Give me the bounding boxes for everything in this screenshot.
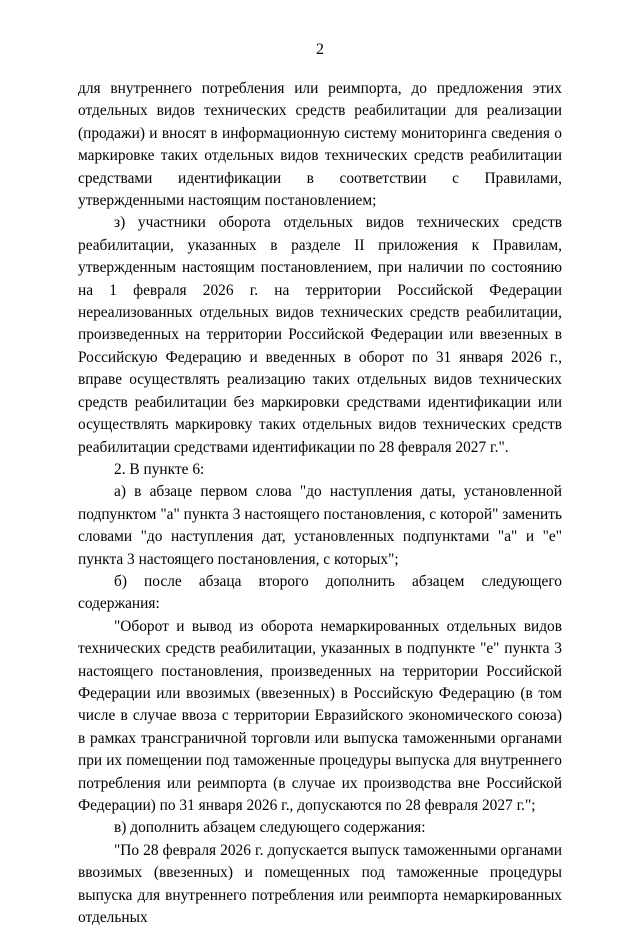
paragraph-quote-customs: "По 28 февраля 2026 г. допускается выпуск таможенными органами ввозимых (ввезенных) и помещенных под таможенные процедуры выпуска для внутреннего потребления или реимпорта немаркированных отдельных — [78, 841, 562, 927]
paragraph-subitem-z: з) участники оборота отдельных видов технических средств реабилитации, указанных в разделе II приложения к Правилам, утвержденным настоящим постановлением, при наличии по состоянию на 1 февраля 2026 г. на территории Российской Федерации нереализованных отдельных видов технических средств реабилитации, произведенных на территории Российской Федерации или ввезенных в Российскую Федерацию и введенных в оборот по 31 января 2026 г., вправе осуществлять реализацию таких отдельных видов технических средств реабилитации без маркировки средствами идентификации или осуществлять маркировку таких отдельных видов технических средств реабилитации средствами идентификации по 28 февраля 2027 г.". — [78, 214, 562, 456]
paragraph-subitem-a: а) в абзаце первом слова "до наступления даты, установленной подпунктом "а" пункта 3 настоящего постановления, с которой" заменить словами "до наступления дат, установленных подпунктами "а" и "е" пункта 3 настоящего постановления, с которых"; — [78, 483, 562, 568]
paragraph-subitem-v: в) дополнить абзацем следующего содержания: — [114, 819, 426, 837]
paragraph-subitem-b: б) после абзаца второго дополнить абзацем следующего содержания: — [78, 572, 562, 613]
paragraph-continuation: для внутреннего потребления или реимпорта, до предложения этих отдельных видов технических средств реабилитации для реализации (продажи) и вносят в информационную систему мониторинга сведения о маркировке таких отдельных видов технических средств реабилитации средствами идентификации в соответствии с Правилами, утвержденными настоящим постановлением; — [78, 80, 562, 210]
page-number: 2 — [316, 41, 324, 58]
document-body — [78, 78, 562, 929]
paragraph-quote-turnover: "Оборот и вывод из оборота немаркированных отдельных видов технических средств реабилитации, указанных в подпункте "е" пункта 3 настоящего постановления, произведенных на территории Российской Федерации или ввозимых (ввезенных) в Российскую Федерацию (в том числе в случае ввоза с территории Евразийского экономического союза) в рамках трансграничной торговли или выпуска таможенными органами при их помещении под таможенные процедуры выпуска для внутреннего потребления или реимпорта (в случае их производства вне Российской Федерации) по 31 января 2026 г., допускаются по 28 февраля 2027 г."; — [78, 617, 562, 814]
paragraph-item-2: 2. В пункте 6: — [114, 460, 205, 478]
